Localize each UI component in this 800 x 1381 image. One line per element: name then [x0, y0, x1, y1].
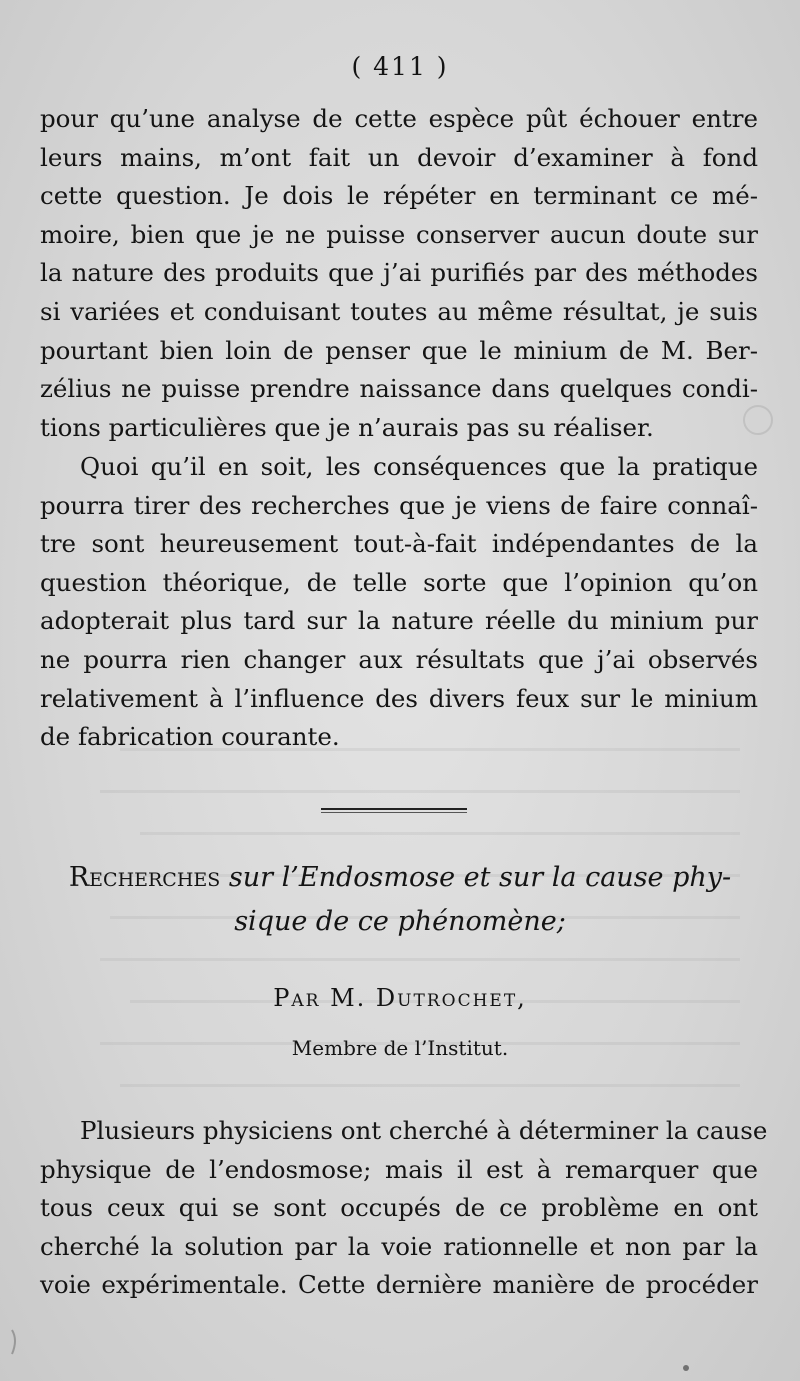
- text-line: cherché la solution par la voie rationnelle et non par la: [40, 1231, 758, 1261]
- author-line: [0, 984, 800, 1012]
- article-title-line-1: [0, 862, 800, 893]
- section-divider: [321, 808, 467, 810]
- text-line: la nature des produits que j’ai purifiés par des méthodes: [40, 258, 758, 288]
- paragraph-1: [40, 100, 758, 447]
- text-line: tous ceux qui se sont occupés de ce problème en ont: [40, 1193, 758, 1223]
- text-line: leurs mains, m’ont fait un devoir d’examiner à fond: [40, 142, 758, 172]
- page-number: ( 411 ): [351, 52, 449, 81]
- text-line: zélius ne puisse prendre naissance dans quelques condi-: [40, 374, 758, 404]
- article-title-italic-1: sur l’Endosmose et sur la cause phy-: [228, 862, 732, 893]
- text-line: Quoi qu’il en soit, les conséquences que la pratique: [80, 452, 758, 481]
- author-name: M. Dutrochet,: [330, 984, 527, 1012]
- text-line: ne pourra rien changer aux résultats que j’ai observés: [40, 644, 758, 674]
- article-title-smallcaps: Recherches: [68, 862, 221, 893]
- text-line: pour qu’une analyse de cette espèce pût échouer entre: [40, 104, 758, 133]
- text-line: si variées et conduisant toutes au même résultat, je suis: [40, 296, 758, 326]
- paragraph-2: [40, 448, 758, 757]
- author-affiliation: Membre de l’Institut.: [291, 1036, 509, 1060]
- text-line: cette question. Je dois le répéter en terminant ce mé-: [40, 181, 758, 211]
- text-line: pourra tirer des recherches que je viens de faire connaî-: [40, 490, 758, 520]
- text-line: tions particulières que je n’aurais pas su réaliser.: [40, 412, 654, 442]
- paragraph-3: [40, 1112, 768, 1305]
- text-line: tre sont heureusement tout-à-fait indépendantes de la: [40, 529, 758, 559]
- text-line: voie expérimentale. Cette dernière manière de procéder: [40, 1270, 758, 1300]
- text-line: physique de l’endosmose; mais il est à remarquer que: [40, 1154, 758, 1184]
- text-line: adopterait plus tard sur la nature réelle du minium pur: [40, 606, 758, 636]
- text-line: moire, bien que je ne puisse conserver aucun doute sur: [40, 219, 758, 249]
- article-title-line-2: [0, 906, 800, 937]
- text-line: relativement à l’influence des divers feux sur le minium: [40, 683, 758, 713]
- author-prefix: Par: [273, 984, 321, 1012]
- article-title-italic-2: sique de ce phénomène;: [234, 906, 566, 937]
- text-line: Plusieurs physiciens ont cherché à déterminer la cause: [80, 1116, 768, 1145]
- text-line: de fabrication courante.: [40, 722, 340, 752]
- text-line: pourtant bien loin de penser que le minium de M. Ber-: [40, 335, 758, 365]
- text-line: question théorique, de telle sorte que l’opinion qu’on: [40, 567, 758, 597]
